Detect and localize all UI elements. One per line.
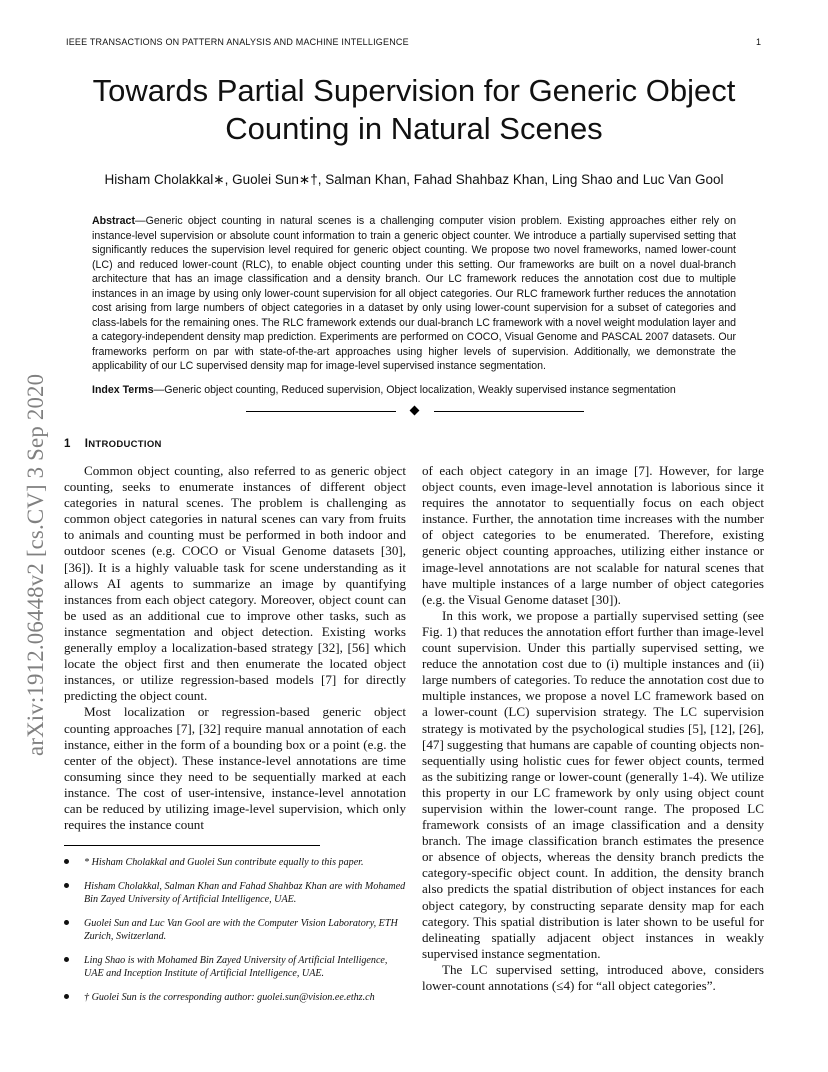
section-heading [64,438,162,450]
footnote-rule [64,845,320,846]
bullet-icon [64,920,69,925]
footnote-item [64,917,406,943]
bullet-icon [64,994,69,999]
body-column-right [422,463,764,994]
paper-title [60,72,768,148]
paper-title-line-1: Towards Partial Supervision for Generic Object [92,73,736,108]
paragraph: of each object category in an image [7]. However, for large object counts, even image-level annotation is laborious since it requires the annotator to sequentially focus on each object instance. Further, the annotation time increases with the number of object categories to be enumerated. Therefore, existing generic object counting approaches, utilizing either instance or image-level annotations are not scalable for natural scenes that have multiple instances of a large number of object categories (e.g. the Visual Genome dataset [30]). [422,463,764,607]
section-divider [246,405,584,419]
page-number: 1 [756,37,762,47]
index-terms-text: —Generic object counting, Reduced supervision, Object localization, Weakly supervised instance segmentation [153,384,676,396]
section-number: 1 [64,438,71,450]
index-terms [92,384,736,396]
bullet-icon [64,883,69,888]
footnote-text: Hisham Cholakkal, Salman Khan and Fahad Shahbaz Khan are with Mohamed Bin Zayed University of Artificial Intelligence, UAE. [84,881,406,905]
bullet-icon [64,859,69,864]
paper-title-line-2: Counting in Natural Scenes [225,111,603,146]
divider-line-left [246,411,396,412]
divider-line-right [434,411,584,412]
footnotes [64,856,406,1015]
footnote-item [64,856,406,869]
footnote-text: Ling Shao is with Mohamed Bin Zayed University of Artificial Intelligence, UAE and Inception Institute of Artificial Intelligence, UAE. [84,955,388,979]
footnote-text: Guolei Sun and Luc Van Gool are with the Computer Vision Laboratory, ETH Zurich, Switzerland. [84,918,398,942]
footnote-item [64,954,406,980]
footnote-text: † Guolei Sun is the corresponding author: guolei.sun@vision.ee.ethz.ch [84,992,375,1003]
diamond-icon [410,406,420,416]
section-title-rest: NTRODUCTION [88,439,162,450]
abstract-text: —Generic object counting in natural scenes is a challenging computer vision problem. Existing approaches either rely on instance-level supervision or absolute count information to train a generic object counter. We introduce a partially supervised setting that significantly reduces the supervision level required for generic object counting. We propose two novel frameworks, named lower-count (LC) and reduced lower-count (RLC), to enable object counting under this setting. Our frameworks are built on a novel dual-branch architecture that has an image classification and a density branch. Our LC framework reduces the annotation cost due to multiple instances in an image by using only lower-count supervision for all object categories. Our RLC framework further reduces the annotation cost arising from large numbers of object categories in a dataset by only using lower-count supervision for a subset of categories and class-labels for the remaining ones. The RLC framework extends our dual-branch LC framework with a novel weight modulation layer and a category-independent density map prediction. Experiments are performed on COCO, Visual Genome and PASCAL 2007 datasets. Our frameworks perform on par with state-of-the-art approaches using higher levels of supervision. Additionally, we demonstrate the applicability of our LC supervised density map for image-level supervised instance segmentation. [92,215,736,372]
footnote-item [64,880,406,906]
author-list: Hisham Cholakkal∗, Guolei Sun∗†, Salman Khan, Fahad Shahbaz Khan, Ling Shao and Luc Van Gool [104,172,724,187]
abstract-label: Abstract [92,215,135,227]
arxiv-identifier-stamp: arXiv:1912.06448v2 [cs.CV] 3 Sep 2020 [23,373,48,756]
paragraph: Common object counting, also referred to as generic object counting, seeks to enumerate instances of different object categories in natural scenes. The problem is challenging as common object categories in natural scenes can vary from fruits to animals and counting must be performed in both indoor and outdoor scenes (e.g. COCO or Visual Genome datasets [30], [36]). It is a highly valuable task for scene understanding as it allows AI agents to summarize an image by quantifying instances from each object category. Moreover, object count can be used as an additional cue to improve other tasks, such as instance segmentation and object detection. Existing works generally employ a localization-based strategy [32], [56] which locate the object first and then enumerate the located object instances, or utilize regression-based models [7] for directly predicting the object count. [64,463,406,704]
paragraph: In this work, we propose a partially supervised setting (see Fig. 1) that reduces the annotation effort further than image-level count supervision. Under this partially supervised setting, we reduce the annotation cost due to (i) multiple instances and (ii) large numbers of categories. To reduce the annotation cost due to multiple instances, we propose a novel LC framework based on a lower-count (LC) supervision strategy. The LC supervision strategy is motivated by the psychological studies [5], [12], [26], [47] suggesting that humans are capable of counting objects non-sequentially using holistic cues for fewer object counts, termed as the subitizing range or lower-count (generally 1-4). We utilize this property in our LC framework by only using object count supervision within the lower-count range. The proposed LC framework consists of an image classification and a density branch. The image classification branch estimates the presence or absence of objects, whereas the density branch predicts the category-specific object count. In addition, the density branch also predicts the spatial distribution of object instances for each object category, by constructing separate density map for each category. This spatial distribution is later shown to be useful for delineating spatially adjacent object instances in weakly supervised instance segmentation. [422,607,764,961]
paragraph: The LC supervised setting, introduced above, considers lower-count annotations (≤4) for “all object categories”. [422,961,764,993]
bullet-icon [64,957,69,962]
body-column-left [64,463,406,833]
paragraph: Most localization or regression-based generic object counting approaches [7], [32] require manual annotation of each instance, either in the form of a bounding box or a point (e.g. the center of the object). These instance-level annotations are time consuming since they need to be sequentially marked at each instance. The cost of user-intensive, instance-level annotation can be reduced by utilizing image-level supervision, which only requires the instance count [64,704,406,833]
index-terms-label: Index Terms [92,384,154,396]
footnote-text: * Hisham Cholakkal and Guolei Sun contribute equally to this paper. [84,857,364,868]
section-title-initial: I [84,438,89,450]
running-head: IEEE TRANSACTIONS ON PATTERN ANALYSIS AND MACHINE INTELLIGENCE [66,37,409,47]
footnote-item [64,991,406,1004]
abstract [92,214,736,374]
